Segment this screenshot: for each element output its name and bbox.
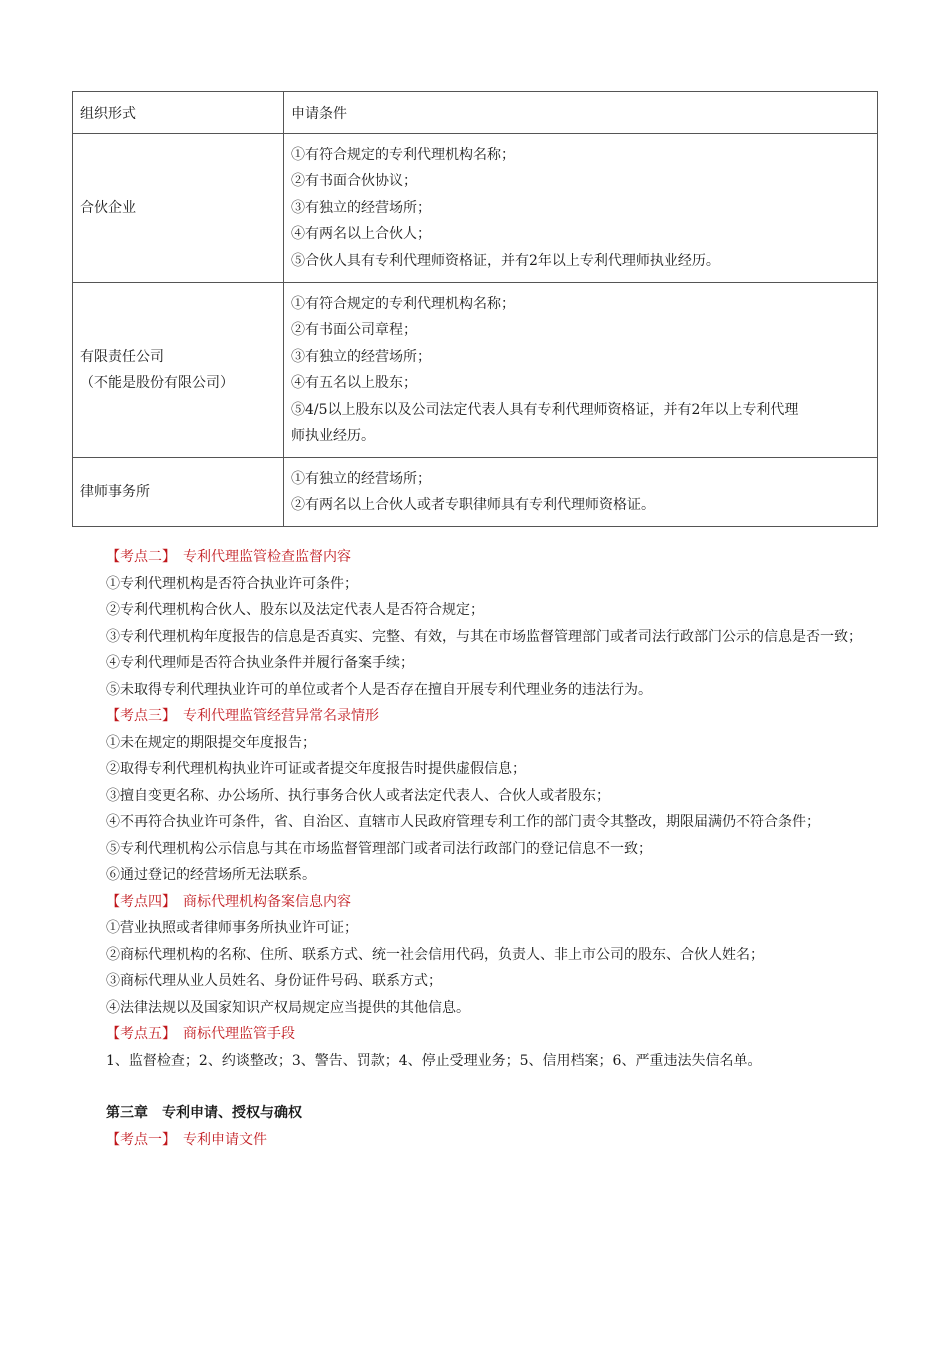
form-cell [73,458,284,527]
list-item: ③擅自变更名称、办公场所、执行事务合伙人或者法定代表人、合伙人或者股东； [106,787,610,804]
list-item: ②专利代理机构合伙人、股东以及法定代表人是否符合规定； [106,602,484,618]
condition-line: ③有独立的经营场所； [291,199,431,216]
condition-line: ②有书面公司章程； [291,322,417,338]
list-item: 1、监督检查；2、约谈整改；3、警告、罚款；4、停止受理业务；5、信用档案；6、严重违法失信名单。 [106,1052,762,1069]
list-item: ④专利代理师是否符合执业条件并履行备案手续； [106,655,414,671]
body-text [72,544,882,1153]
condition-line: ④有两名以上合伙人； [291,226,431,243]
table-row [73,134,878,283]
condition-line: ①有符合规定的专利代理机构名称； [291,295,515,312]
section-heading: 【考点一】 专利申请文件 [106,1131,267,1148]
form-cell [73,134,284,283]
form-cell [73,283,284,458]
application-conditions-table [72,91,878,527]
list-item: ⑤专利代理机构公示信息与其在市场监督管理部门或者司法行政部门的登记信息不一致； [106,840,652,857]
list-item: ①专利代理机构是否符合执业许可条件； [106,575,358,592]
list-item: ②商标代理机构的名称、住所、联系方式、统一社会信用代码，负责人、非上市公司的股东、合伙人姓名； [106,946,764,963]
condition-line: ②有书面合伙协议； [291,173,417,190]
condition-line: ⑤4/5以上股东以及公司法定代表人具有专利代理师资格证，并有2年以上专利代理 [291,401,799,418]
list-item: ①营业执照或者律师事务所执业许可证； [106,920,358,936]
condition-line: 师执业经历。 [291,428,375,444]
list-item: ③专利代理机构年度报告的信息是否真实、完整、有效，与其在市场监督管理部门或者司法行政部门公示的信息是否一致； [106,628,862,645]
form-note: （不能是股份有限公司） [80,375,234,391]
form-label: 有限责任公司 [80,348,164,365]
header-form: 组织形式 [73,92,284,134]
table-row [73,283,878,458]
section-heading: 【考点二】 专利代理监管检查监督内容 [106,549,351,565]
condition-line: ①有符合规定的专利代理机构名称； [291,146,515,163]
condition-line: ②有两名以上合伙人或者专职律师具有专利代理师资格证。 [291,497,655,513]
list-item: ⑥通过登记的经营场所无法联系。 [106,867,316,883]
section-heading: 【考点三】 专利代理监管经营异常名录情形 [106,708,379,724]
section-heading: 【考点四】 商标代理机构备案信息内容 [106,893,351,910]
condition-line: ③有独立的经营场所； [291,348,431,365]
list-item: ④法律法规以及国家知识产权局规定应当提供的其他信息。 [106,999,470,1016]
section-heading: 【考点五】 商标代理监管手段 [106,1026,295,1042]
conditions-cell [284,458,878,527]
table-header-row [73,92,878,134]
condition-line: ④有五名以上股东； [291,375,417,391]
list-item: ③商标代理从业人员姓名、身份证件号码、联系方式； [106,973,442,989]
chapter-title: 第三章 专利申请、授权与确权 [106,1105,302,1121]
list-item: ①未在规定的期限提交年度报告； [106,734,316,751]
conditions-cell [284,283,878,458]
condition-line: ⑤合伙人具有专利代理师资格证，并有2年以上专利代理师执业经历。 [291,252,720,269]
conditions-cell [284,134,878,283]
table-row [73,458,878,527]
header-conditions: 申请条件 [284,92,878,134]
form-label: 合伙企业 [80,199,136,216]
form-label: 律师事务所 [80,483,150,500]
condition-line: ①有独立的经营场所； [291,470,431,487]
list-item: ②取得专利代理机构执业许可证或者提交年度报告时提供虚假信息； [106,761,526,777]
list-item: ④不再符合执业许可条件，省、自治区、直辖市人民政府管理专利工作的部门责令其整改，期限届满仍不符合条件； [106,814,820,830]
list-item: ⑤未取得专利代理执业许可的单位或者个人是否存在擅自开展专利代理业务的违法行为。 [106,681,652,698]
